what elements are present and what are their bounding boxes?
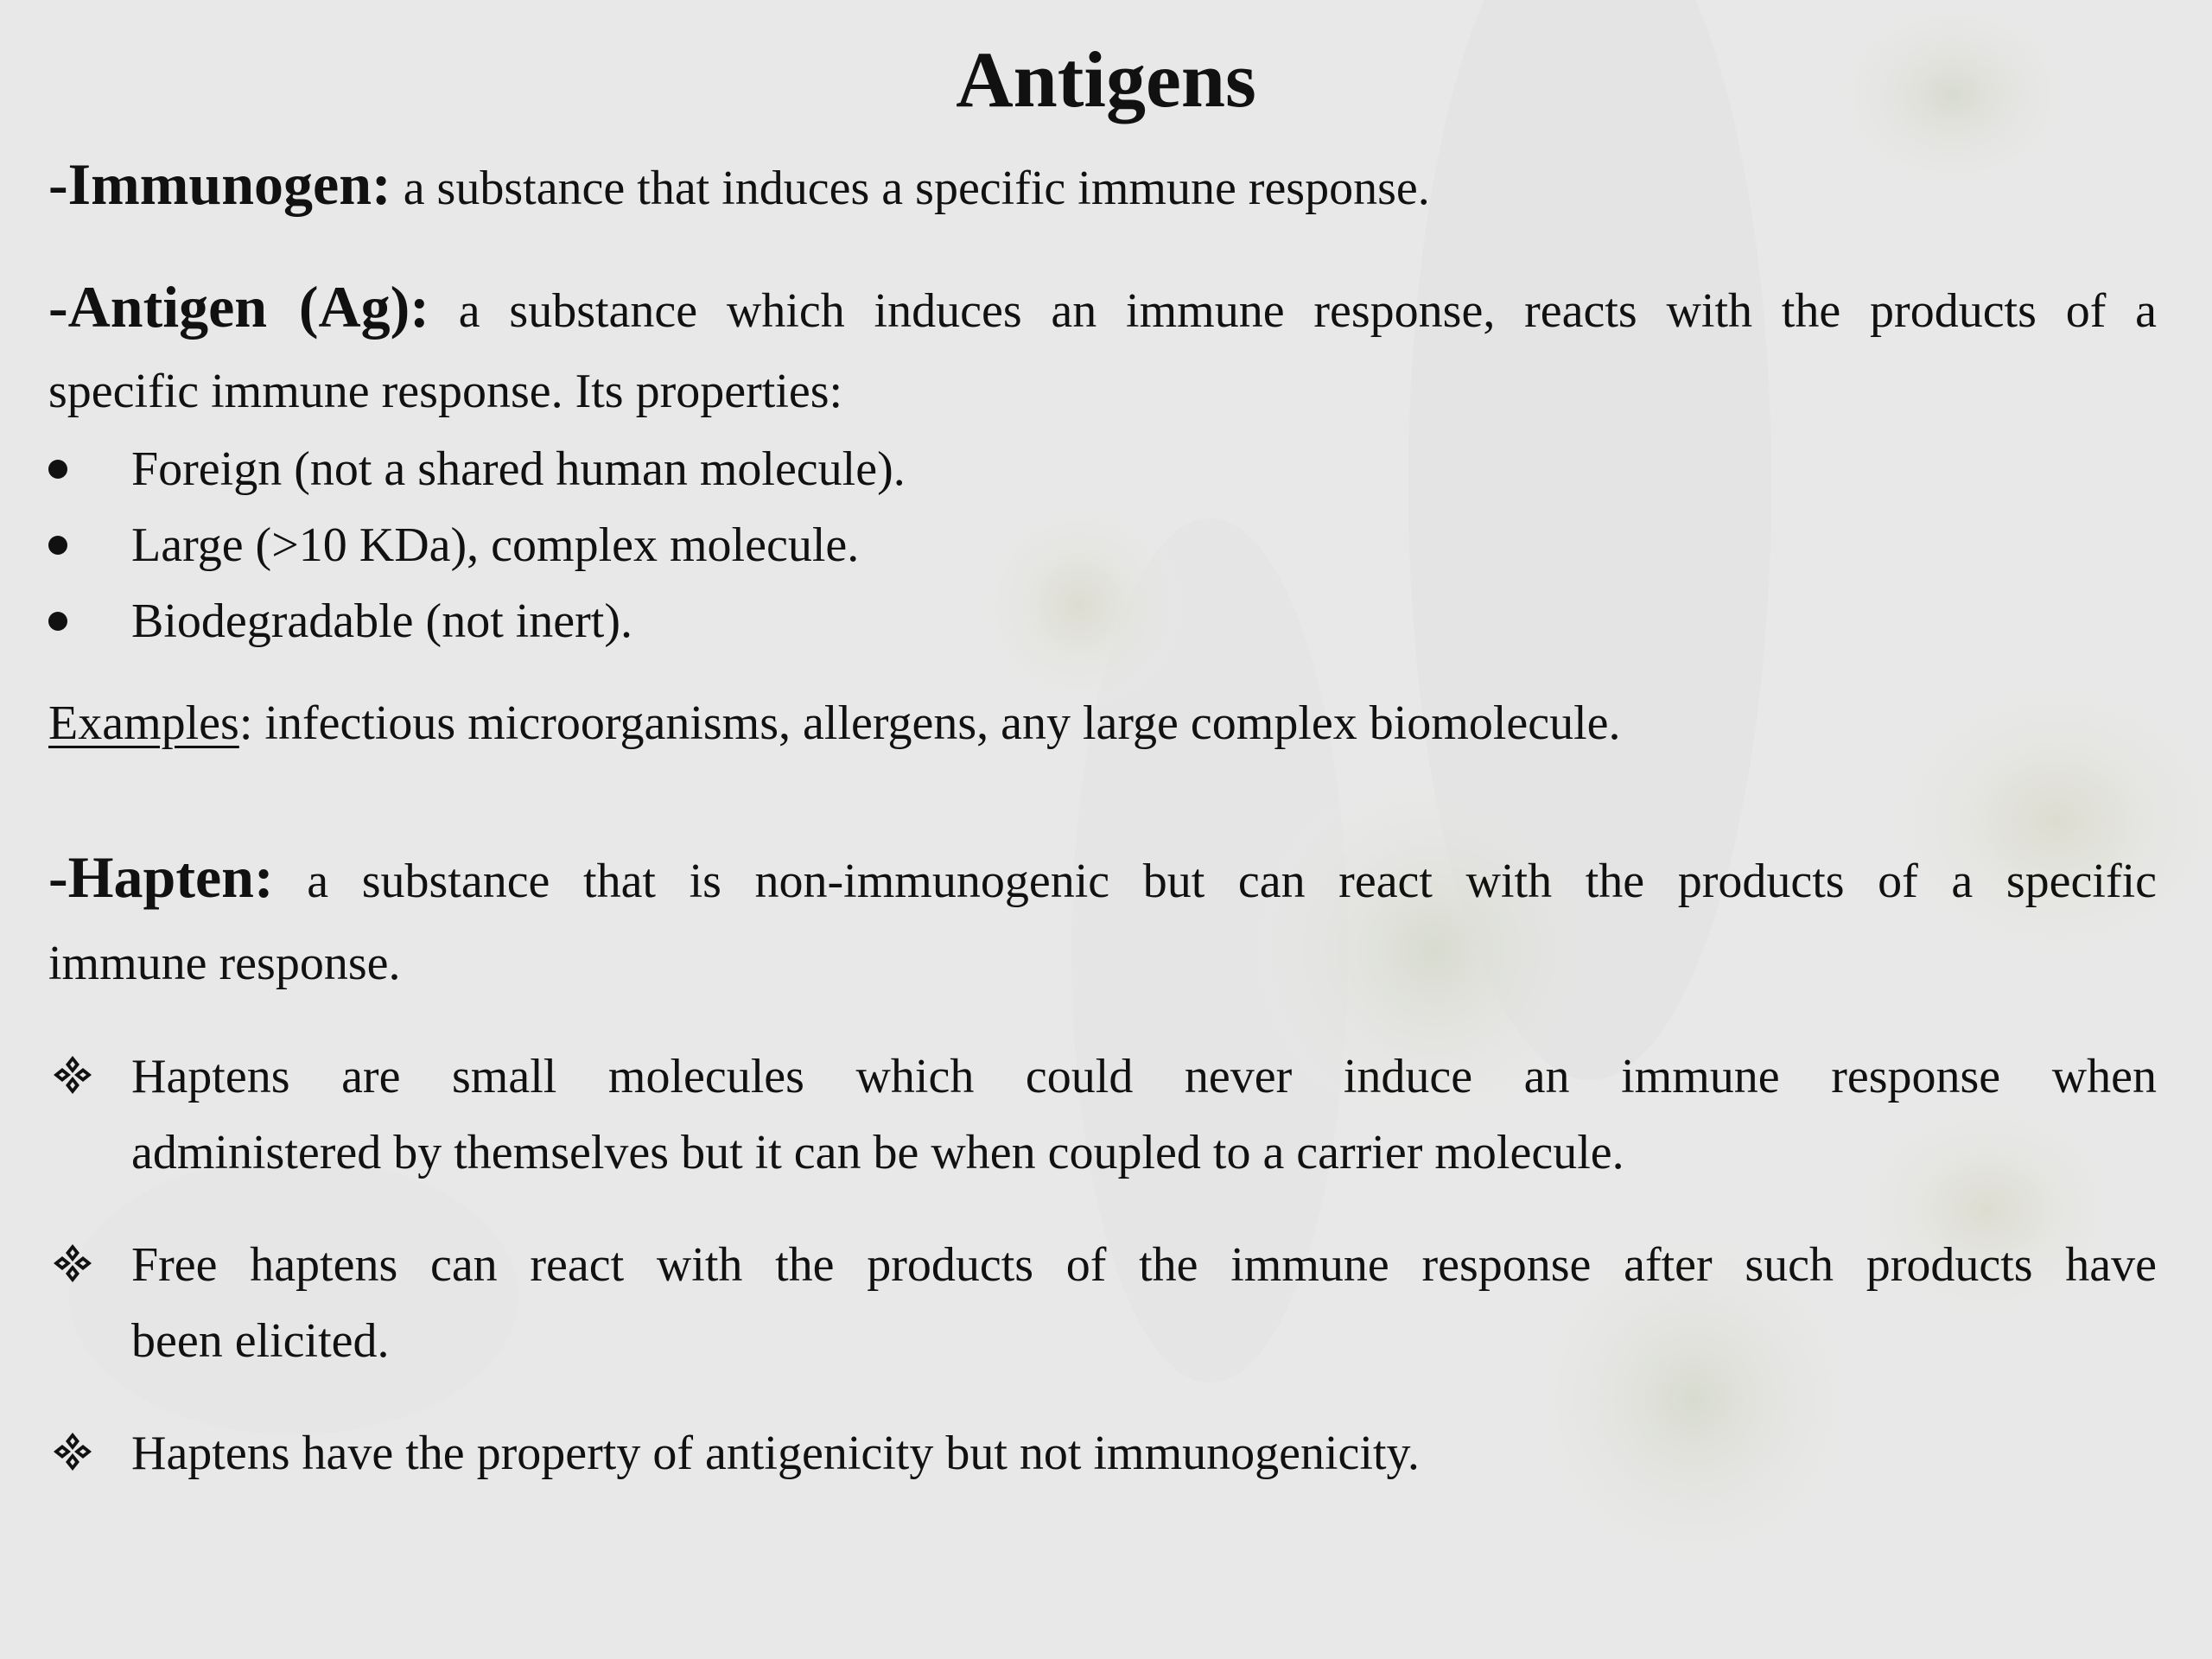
list-item xyxy=(48,515,2157,575)
slide-title: Antigens xyxy=(956,35,1256,124)
hapten-term: -Hapten: xyxy=(48,844,274,910)
antigen-property-text: Foreign (not a shared human molecule). xyxy=(131,442,906,496)
hapten-definition-line-2: immune response. xyxy=(48,937,401,990)
bullet-dot-icon xyxy=(48,536,67,555)
antigen-definition-line-1 xyxy=(48,276,2157,341)
bullet-dot-icon xyxy=(48,612,67,631)
antigen-property-text: Large (>10 KDa), complex molecule. xyxy=(131,518,860,572)
four-diamond-icon xyxy=(52,1431,93,1472)
four-diamond-icon xyxy=(52,1054,93,1096)
hapten-definition-text: a substance that is non-immunogenic but can react with the products of a specific xyxy=(273,855,2157,908)
antigen-examples xyxy=(48,693,2157,753)
four-diamond-icon xyxy=(52,1243,93,1284)
examples-label: Examples xyxy=(48,696,239,750)
antigen-definition-text: a substance which induces an immune response, reacts with the products of a xyxy=(429,284,2157,338)
bullet-dot-icon xyxy=(48,460,67,479)
hapten-point-3-line-1: Haptens have the property of antigenicity but not immunogenicity. xyxy=(131,1427,1420,1480)
hapten-definition-line-1 xyxy=(48,844,2157,912)
antigen-definition-line-2: specific immune response. Its properties: xyxy=(48,365,843,418)
antigen-term: -Antigen (Ag): xyxy=(48,274,429,340)
immunogen-term: -Immunogen: xyxy=(48,151,391,217)
list-item xyxy=(48,439,2157,499)
hapten-point-2-line-2: been elicited. xyxy=(131,1314,390,1368)
hapten-point-1-line-1: Haptens are small molecules which could never induce an immune response when xyxy=(131,1050,2157,1103)
examples-text: : infectious microorganisms, allergens, any large complex biomolecule. xyxy=(238,696,1621,750)
immunogen-definition xyxy=(48,151,2157,219)
hapten-point-2-line-1: Free haptens can react with the products of the immune response after such products have xyxy=(131,1238,2157,1292)
hapten-point-1-line-2: administered by themselves but it can be when coupled to a carrier molecule. xyxy=(131,1126,1624,1179)
antigen-property-text: Biodegradable (not inert). xyxy=(131,594,633,648)
immunogen-definition-text: a substance that induces a specific immune response. xyxy=(391,162,1430,215)
list-item xyxy=(48,591,2157,652)
